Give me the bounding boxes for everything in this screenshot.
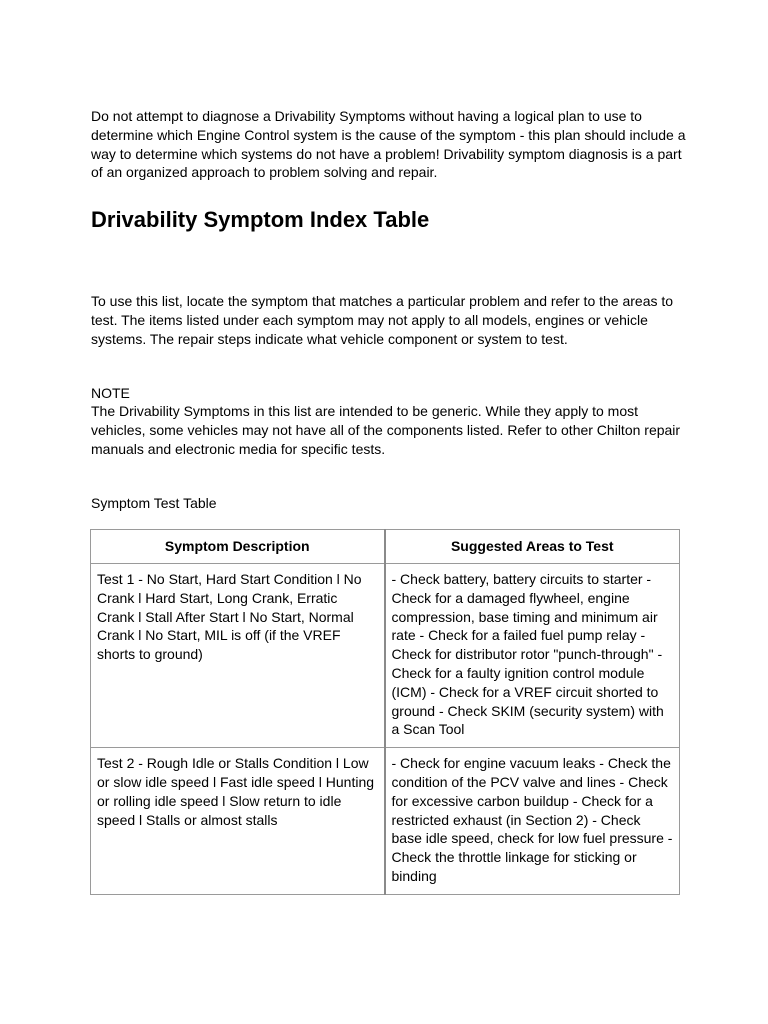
usage-paragraph: To use this list, locate the symptom that matches a particular problem and refer to the areas to test. The items listed under each symptom may not apply to all models, engines or vehicle systems. The repair steps indicate what vehicle component or system to test. [91,293,674,347]
tests-cell: - Check battery, battery circuits to starter - Check for a damaged flywheel, engine compression, base timing and minimum air rate - Check for a failed fuel pump relay - Check for distributor rotor "punch-through" - Check for a faulty ignition control module (ICM) - Check for a VREF circuit shorted to ground - Check SKIM (security system) with a Scan Tool [385,564,680,748]
symptom-test-table [90,529,680,895]
table-caption: Symptom Test Table [91,495,217,511]
symptom-cell: Test 2 - Rough Idle or Stalls Condition l Low or slow idle speed l Fast idle speed l Hunting or rolling idle speed l Slow return to idle speed l Stalls or almost stalls [91,748,385,895]
header-suggested-areas: Suggested Areas to Test [385,530,680,564]
intro-paragraph: Do not attempt to diagnose a Drivability Symptoms without having a logical plan to use to determine which Engine Control system is the cause of the symptom - this plan should include a way to determine which systems do not have a problem! Drivability symptom diagnosis is a part of an organized approach to problem solving and repair. [91,108,686,181]
tests-cell: - Check for engine vacuum leaks - Check the condition of the PCV valve and lines - Check for excessive carbon buildup - Check for a restricted exhaust (in Section 2) - Check base idle speed, check for low fuel pressure - Check the throttle linkage for sticking or binding [385,748,680,895]
note-label: NOTE [91,385,130,401]
table-header-row [91,530,680,564]
note-paragraph: The Drivability Symptoms in this list are intended to be generic. While they apply to most vehicles, some vehicles may not have all of the components listed. Refer to other Chilton repair manuals and electronic media for specific tests. [91,403,681,457]
symptom-cell: Test 1 - No Start, Hard Start Condition l No Crank l Hard Start, Long Crank, Erratic Crank l Stall After Start l No Start, Normal Crank l No Start, MIL is off (if the VREF shorts to ground) [91,564,385,748]
table-row [91,564,680,748]
page-heading: Drivability Symptom Index Table [91,207,430,232]
table-row [91,748,680,895]
header-symptom-description: Symptom Description [91,530,385,564]
